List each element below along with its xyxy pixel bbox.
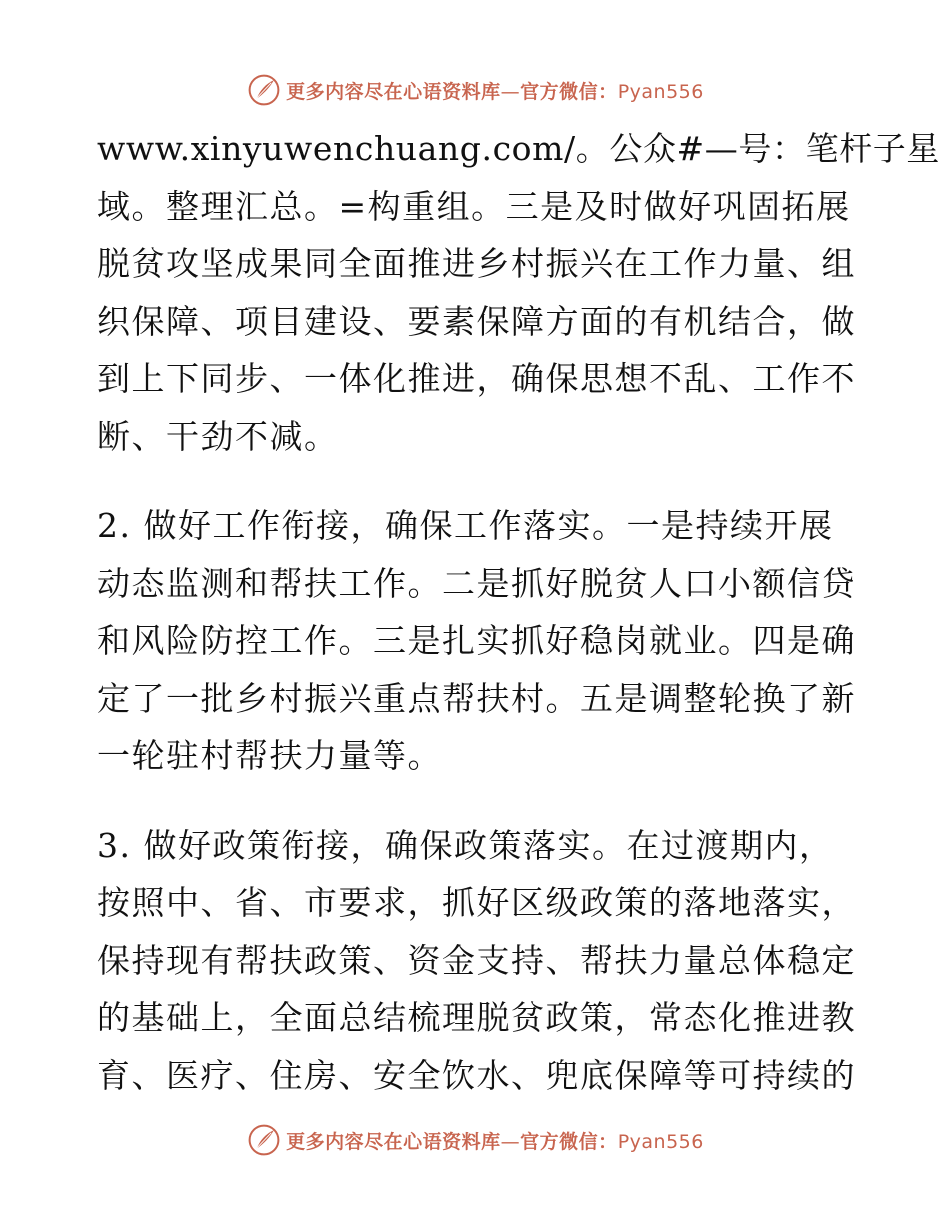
banner-text: 更多内容尽在心语资料库—官方微信：Pyan556 <box>286 1130 704 1153</box>
text-line: 的基础上，全面总结梳理脱贫政策，常态化推进教 <box>97 998 856 1037</box>
text-line: 3. 做好政策衔接，确保政策落实。在过渡期内， <box>97 825 834 865</box>
text-line: www.xinyuwenchuang.com/。公众#—号：笔杆子星 <box>97 129 940 168</box>
feather-seal-icon <box>246 72 282 108</box>
text-line: 域。整理汇总。=构重组。三是及时做好巩固拓展 <box>97 186 851 226</box>
banner-text: 更多内容尽在心语资料库—官方微信：Pyan556 <box>286 80 704 103</box>
text-line: 到上下同步、一体化推进，确保思想不乱、工作不 <box>97 359 856 398</box>
text-line: 2. 做好工作衔接，确保工作落实。一是持续开展 <box>97 506 834 545</box>
footer-banner <box>0 1118 950 1162</box>
text-line: 按照中、省、市要求，抓好区级政策的落地落实， <box>97 883 856 922</box>
header-banner <box>0 68 950 112</box>
text-line: 定了一批乡村振兴重点帮扶村。五是调整轮换了新 <box>97 678 856 718</box>
feather-seal-icon <box>246 1122 282 1158</box>
text-line: 和风险防控工作。三是扎实抓好稳岗就业。四是确 <box>97 621 856 660</box>
text-line: 育、医疗、住房、安全饮水、兜底保障等可持续的 <box>97 1055 856 1095</box>
text-line: 动态监测和帮扶工作。二是抓好脱贫人口小额信贷 <box>97 563 856 603</box>
text-line: 脱贫攻坚成果同全面推进乡村振兴在工作力量、组 <box>97 244 856 283</box>
text-line: 保持现有帮扶政策、资金支持、帮扶力量总体稳定 <box>97 940 856 980</box>
paragraph <box>97 497 856 785</box>
document-body <box>97 120 940 1104</box>
text-line: 断、干劲不减。 <box>97 416 339 456</box>
paragraph <box>97 817 856 1105</box>
text-line: 一轮驻村帮扶力量等。 <box>97 736 442 775</box>
paragraph <box>97 120 940 465</box>
text-line: 织保障、项目建设、要素保障方面的有机结合，做 <box>97 301 856 341</box>
